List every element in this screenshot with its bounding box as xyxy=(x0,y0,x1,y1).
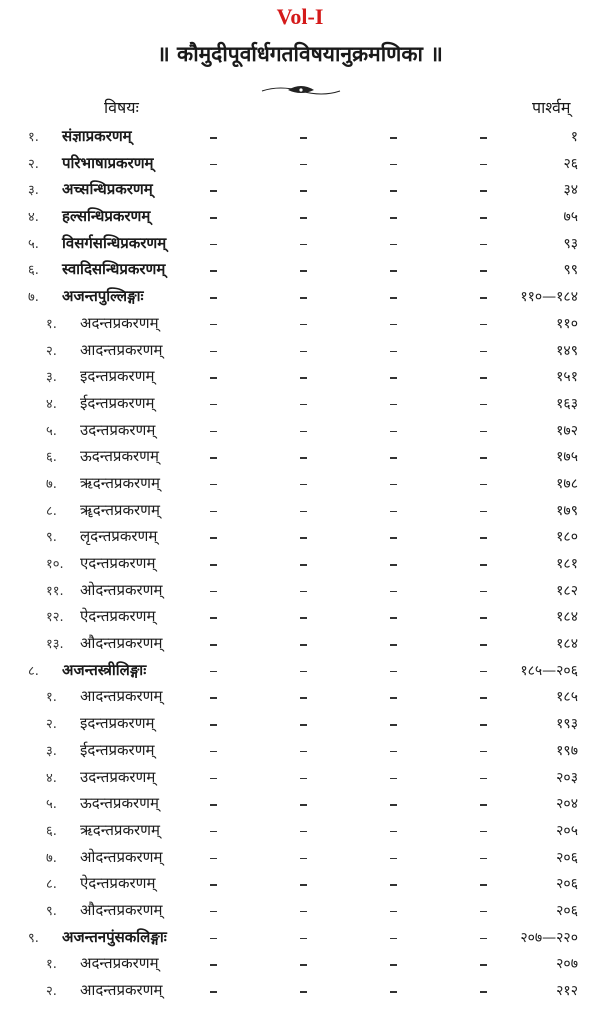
entry-title: ईदन्तप्रकरणम् xyxy=(80,740,155,759)
subsection-row xyxy=(0,684,600,711)
entry-title: औदन्तप्रकरणम् xyxy=(80,634,163,653)
subsection-row xyxy=(0,791,600,818)
entry-title: ऊदन्तप्रकरणम् xyxy=(80,794,159,813)
entry-title: औदन्तप्रकरणम् xyxy=(80,900,163,919)
entry-title: एदन्तप्रकरणम् xyxy=(80,554,156,572)
dot-leader xyxy=(160,584,580,598)
dot-leader xyxy=(160,824,580,838)
subject-column-header: विषयः xyxy=(104,98,139,117)
subsection-row xyxy=(0,498,600,525)
entry-number: ८. xyxy=(46,503,57,519)
section-row xyxy=(0,124,600,151)
section-row xyxy=(0,925,600,952)
dot-leader xyxy=(160,424,580,438)
ornament-divider xyxy=(258,80,344,100)
page-number: ११०—१८४ xyxy=(520,289,578,306)
page-number: २१२ xyxy=(556,983,578,999)
entry-number: १. xyxy=(28,130,39,145)
volume-label: Vol-I xyxy=(276,4,324,29)
page-number: १७९ xyxy=(556,502,578,519)
subsection-row xyxy=(0,818,600,845)
entry-number: ११. xyxy=(46,583,64,599)
page-number: १८० xyxy=(556,529,578,546)
entry-number: २. xyxy=(46,984,57,999)
dot-leader xyxy=(160,664,580,678)
dot-leader xyxy=(160,771,580,785)
entry-title: अजन्तनपुंसकलिङ्गाः xyxy=(62,927,167,946)
subsection-row xyxy=(0,711,600,738)
dot-leader xyxy=(160,504,580,518)
contents-list xyxy=(0,124,600,1005)
page-title: ॥ कौमुदीपूर्वार्धगतविषयानुक्रमणिका ॥ xyxy=(157,41,443,66)
entry-title: ऋदन्तप्रकरणम् xyxy=(80,820,160,839)
subsection-row xyxy=(0,524,600,551)
subsection-row xyxy=(0,471,600,498)
dot-leader xyxy=(160,984,580,998)
page-number: १९७ xyxy=(556,742,578,759)
entry-title: अदन्तप्रकरणम् xyxy=(80,954,159,973)
page-number: ११० xyxy=(556,315,578,332)
entry-number: १३. xyxy=(46,637,64,653)
page-number: २०६ xyxy=(556,849,578,866)
entry-number: ३. xyxy=(46,370,57,386)
subsection-row xyxy=(0,418,600,445)
section-row xyxy=(0,257,600,284)
entry-title: आदन्तप्रकरणम् xyxy=(80,687,163,706)
dot-leader xyxy=(160,877,580,891)
entry-number: १२. xyxy=(46,610,64,626)
dot-leader xyxy=(160,904,580,918)
dot-leader xyxy=(160,290,580,304)
entry-title: ऊदन्तप्रकरणम् xyxy=(80,447,159,466)
page-number: १ xyxy=(570,129,578,145)
page-number: १९३ xyxy=(556,716,578,733)
page-number: १७२ xyxy=(556,422,578,439)
page-number: ९३ xyxy=(563,235,578,252)
subsection-row xyxy=(0,978,600,1005)
entry-number: १. xyxy=(46,690,57,706)
entry-number: २. xyxy=(46,717,57,733)
entry-number: २. xyxy=(28,156,39,172)
subsection-row xyxy=(0,951,600,978)
page-number: १४९ xyxy=(556,342,578,359)
entry-title: ईदन्तप्रकरणम् xyxy=(80,393,155,412)
dot-leader xyxy=(160,317,580,331)
page-number: १७८ xyxy=(556,475,578,492)
entry-number: ८. xyxy=(28,663,39,679)
section-row xyxy=(0,151,600,178)
entry-title: विसर्गसन्धिप्रकरणम् xyxy=(62,233,167,252)
page-number: २०७ xyxy=(556,956,578,973)
subsection-row xyxy=(0,364,600,391)
dot-leader xyxy=(160,183,580,197)
entry-number: ७. xyxy=(28,290,39,306)
page-number: १६३ xyxy=(556,395,578,412)
page-number: ९९ xyxy=(563,262,578,279)
dot-leader xyxy=(160,530,580,544)
entry-number: ४. xyxy=(28,210,39,226)
dot-leader xyxy=(160,370,580,384)
entry-title: उदन्तप्रकरणम् xyxy=(80,767,156,786)
subsection-row xyxy=(0,604,600,631)
dot-leader xyxy=(160,690,580,704)
entry-number: ९. xyxy=(46,903,57,919)
entry-number: १. xyxy=(46,957,57,973)
dot-leader xyxy=(160,210,580,224)
entry-title: ओदन्तप्रकरणम् xyxy=(80,580,163,599)
dot-leader xyxy=(160,797,580,811)
subsection-row xyxy=(0,338,600,365)
page-number: २०५ xyxy=(556,822,578,839)
page-number: २०६ xyxy=(556,876,578,893)
subsection-row xyxy=(0,444,600,471)
dot-leader xyxy=(160,851,580,865)
entry-number: ८. xyxy=(46,877,57,893)
section-row xyxy=(0,204,600,231)
page-column-header: पार्श्वम् xyxy=(532,98,571,117)
entry-number: १०. xyxy=(46,557,64,572)
page-number: १८५—२०६ xyxy=(520,662,578,679)
section-row xyxy=(0,177,600,204)
dot-leader xyxy=(160,477,580,491)
entry-number: १. xyxy=(46,316,57,332)
page-number: १५१ xyxy=(556,369,578,386)
section-row xyxy=(0,658,600,685)
entry-number: ९. xyxy=(46,530,57,546)
entry-title: अच्सन्धिप्रकरणम् xyxy=(62,180,153,199)
entry-title: अजन्तस्त्रीलिङ्गाः xyxy=(62,660,147,679)
page-number: २०७—२२० xyxy=(520,929,578,946)
entry-title: संज्ञाप्रकरणम् xyxy=(62,127,132,145)
entry-number: २. xyxy=(46,343,57,359)
dot-leader xyxy=(160,744,580,758)
subsection-row xyxy=(0,578,600,605)
entry-title: अदन्तप्रकरणम् xyxy=(80,313,159,332)
entry-title: इदन्तप्रकरणम् xyxy=(80,367,155,386)
entry-title: ऐदन्तप्रकरणम् xyxy=(80,874,156,893)
dot-leader xyxy=(160,344,580,358)
page-number: १८५ xyxy=(556,689,578,706)
dot-leader xyxy=(160,397,580,411)
subsection-row xyxy=(0,871,600,898)
section-row xyxy=(0,231,600,258)
dot-leader xyxy=(160,263,580,277)
page-number: १८४ xyxy=(556,636,578,653)
page-number: १७५ xyxy=(556,449,578,466)
dot-leader xyxy=(160,717,580,731)
entry-number: ३. xyxy=(28,183,39,199)
subsection-row xyxy=(0,311,600,338)
page-number: १८२ xyxy=(556,582,578,599)
entry-number: ३. xyxy=(46,743,57,759)
subsection-row xyxy=(0,631,600,658)
entry-number: ५. xyxy=(28,236,39,252)
entry-number: ७. xyxy=(46,476,57,492)
entry-number: ५. xyxy=(46,797,57,813)
entry-number: ६. xyxy=(28,263,39,279)
dot-leader xyxy=(160,557,580,571)
dot-leader xyxy=(160,610,580,624)
subsection-row xyxy=(0,551,600,578)
entry-title: अजन्तपुल्लिङ्गाः xyxy=(62,287,144,306)
subsection-row xyxy=(0,391,600,418)
page-number: ७५ xyxy=(563,209,578,226)
entry-title: आदन्तप्रकरणम् xyxy=(80,981,163,999)
entry-number: ४. xyxy=(46,396,57,412)
entry-title: लृदन्तप्रकरणम् xyxy=(80,527,158,546)
subsection-row xyxy=(0,898,600,925)
dot-leader xyxy=(160,450,580,464)
entry-title: ऋदन्तप्रकरणम् xyxy=(80,473,160,492)
entry-number: ४. xyxy=(46,770,57,786)
page-number: २०६ xyxy=(556,902,578,919)
page-number: ३४ xyxy=(563,182,578,199)
entry-title: स्वादिसन्धिप्रकरणम् xyxy=(62,260,166,279)
entry-number: ७. xyxy=(46,850,57,866)
entry-title: हल्सन्धिप्रकरणम् xyxy=(62,207,151,226)
entry-title: उदन्तप्रकरणम् xyxy=(80,420,156,439)
page-number: २६ xyxy=(563,155,578,172)
dot-leader xyxy=(160,931,580,945)
section-row xyxy=(0,284,600,311)
subsection-row xyxy=(0,845,600,872)
page-number: १८४ xyxy=(556,609,578,626)
page-number: २०३ xyxy=(556,769,578,786)
dot-leader xyxy=(160,957,580,971)
subsection-row xyxy=(0,765,600,792)
entry-title: ॠदन्तप्रकरणम् xyxy=(80,500,160,519)
entry-number: ६. xyxy=(46,823,57,839)
page-number: २०४ xyxy=(556,796,578,813)
dot-leader xyxy=(160,637,580,651)
dot-leader xyxy=(160,157,580,171)
entry-title: ओदन्तप्रकरणम् xyxy=(80,847,163,866)
subsection-row xyxy=(0,738,600,765)
entry-title: ऐदन्तप्रकरणम् xyxy=(80,607,156,626)
entry-title: आदन्तप्रकरणम् xyxy=(80,340,163,359)
dot-leader xyxy=(160,237,580,251)
entry-number: ६. xyxy=(46,450,57,466)
page-number: १८१ xyxy=(556,556,578,572)
entry-number: ९. xyxy=(28,930,39,946)
entry-number: ५. xyxy=(46,423,57,439)
entry-title: इदन्तप्रकरणम् xyxy=(80,714,155,733)
dot-leader xyxy=(160,130,580,144)
entry-title: परिभाषाप्रकरणम् xyxy=(62,153,154,172)
